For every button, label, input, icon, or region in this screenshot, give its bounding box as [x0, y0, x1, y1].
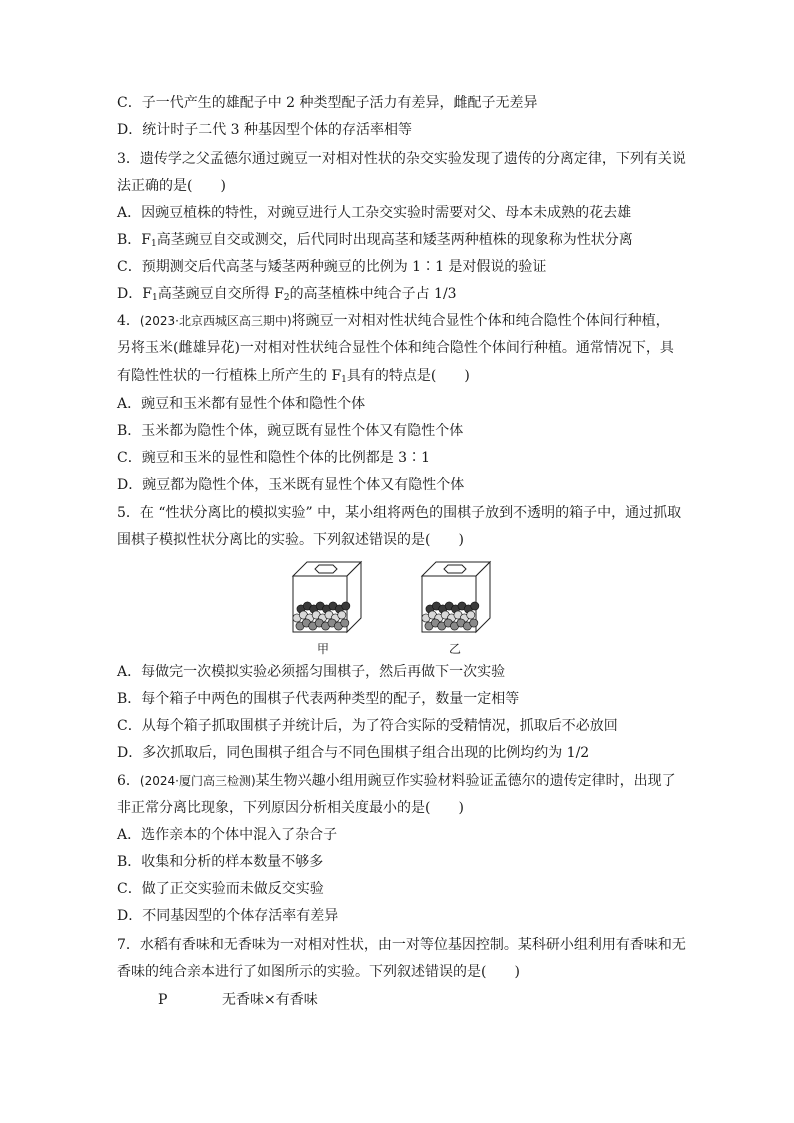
q5-stem-line1: 5．在 “性状分离比的模拟实验” 中，某小组将两色的围棋子放到不透明的箱子中，通过抓取: [117, 505, 682, 521]
q6-stem-line2: 非正常分离比现象，下列原因分析相关度最小的是( ): [117, 800, 464, 816]
q4-stem-line1: [117, 311, 670, 331]
q4-stem-line3-pre: 有隐性性状的一行植株上所产生的 F: [117, 368, 342, 384]
q4-option-c: C．豌豆和玉米的显性和隐性个体的比例都是 3∶1: [117, 450, 430, 466]
q6-stem-line1-text: 某生物兴趣小组用豌豆作实验材料验证孟德尔的遗传定律时，出现了: [255, 773, 676, 789]
q2-option-d: D．统计时子二代 3 种基因型个体的存活率相等: [117, 122, 413, 138]
q3-stem-line2: 法正确的是( ): [117, 178, 226, 194]
q3-option-d-sub2: 2: [283, 293, 290, 303]
figure-label-yi: 乙: [449, 642, 462, 656]
q6-option-c: C．做了正交实验而未做反交实验: [117, 881, 324, 897]
q3-option-b-pre: B．F: [117, 232, 152, 248]
q3-stem-line1: 3．遗传学之父孟德尔通过豌豆一对相对性状的杂交实验发现了遗传的分离定律，下列有关说: [117, 151, 686, 167]
q7-stem-line1: 7．水稻有香味和无香味为一对相对性状，由一对等位基因控制。某科研小组利用有香味和无: [117, 937, 686, 953]
q3-option-b: [117, 230, 633, 250]
q5-option-a: A．每做完一次模拟实验必须摇匀围棋子，然后再做下一次实验: [117, 664, 506, 680]
figure-label-jia: 甲: [317, 642, 330, 656]
q4-stem-line3-sub: 1: [341, 375, 347, 385]
q3-option-c: C．预期测交后代高茎与矮茎两种豌豆的比例为 1∶1 是对假说的验证: [117, 259, 547, 275]
box-yi: [422, 562, 490, 632]
q3-option-d: [117, 284, 457, 304]
q7-stem-line2: 香味的纯合亲本进行了如图所示的实验。下列叙述错误的是( ): [117, 964, 520, 980]
q6-source: (2024·厦门高三检测): [139, 774, 256, 788]
q6-option-d: D．不同基因型的个体存活率有差异: [117, 908, 339, 924]
q3-option-d-mid: 高茎豌豆自交所得 F: [157, 286, 284, 302]
q5-option-d: D．多次抓取后，同色围棋子组合与不同色围棋子组合出现的比例均约为 1/2: [117, 745, 590, 761]
q4-option-d: D．豌豆都为隐性个体，玉米既有显性个体又有隐性个体: [117, 477, 465, 493]
q6-stem-line1: [117, 771, 676, 791]
q3-option-b-post: 高茎豌豆自交或测交，后代同时出现高茎和矮茎两种植株的现象称为性状分离: [156, 232, 633, 248]
q3-option-a: A．因豌豆植株的特性，对豌豆进行人工杂交实验时需要对父、母本未成熟的花去雄: [117, 205, 632, 221]
chess-box-figure: [288, 560, 498, 660]
box-jia: [293, 562, 361, 632]
q6-number: 6．: [117, 773, 140, 789]
q4-stem-line2: 另将玉米(雌雄异花)一对相对性状纯合显性个体和纯合隐性个体间行种植。通常情况下，具: [117, 340, 674, 356]
q4-option-b: B．玉米都为隐性个体，豌豆既有显性个体又有隐性个体: [117, 423, 464, 439]
go-stone: [338, 611, 346, 619]
go-stone: [471, 602, 479, 610]
q5-option-c: C．从每个箱子抓取围棋子并统计后，为了符合实际的受精情况，抓取后不必放回: [117, 718, 618, 734]
q3-option-d-sub1: 1: [151, 293, 158, 303]
q2-option-c: C．子一代产生的雄配子中 2 种类型配子活力有差异，雌配子无差异: [117, 95, 538, 111]
q4-number: 4．: [117, 313, 140, 329]
q3-option-d-pre: D．F: [117, 286, 152, 302]
go-stone: [467, 611, 475, 619]
cross-parents: 无香味×有香味: [222, 992, 318, 1008]
q5-stem-line2: 围棋子模拟性状分离比的实验。下列叙述错误的是( ): [117, 532, 464, 548]
q4-option-a: A．豌豆和玉米都有显性个体和隐性个体: [117, 396, 366, 412]
q3-option-b-sub: 1: [151, 239, 157, 249]
q4-stem-line3: [117, 366, 470, 386]
q4-stem-line1-text: 将豌豆一对相对性状纯合显性个体和纯合隐性个体间行种植，: [291, 313, 670, 329]
q3-option-d-post: 的高茎植株中纯合子占 1/3: [289, 286, 457, 302]
go-stone: [341, 619, 349, 627]
q4-stem-line3-post: 具有的特点是( ): [346, 368, 470, 384]
q4-source: (2023·北京西城区高三期中): [139, 314, 292, 328]
q6-option-a: A．选作亲本的个体中混入了杂合子: [117, 827, 338, 843]
q5-option-b: B．每个箱子中两色的围棋子代表两种类型的配子，数量一定相等: [117, 691, 520, 707]
go-stone: [342, 602, 350, 610]
go-stone: [470, 619, 478, 627]
q6-option-b: B．收集和分析的样本数量不够多: [117, 854, 324, 870]
cross-parent-label: P: [158, 992, 168, 1008]
